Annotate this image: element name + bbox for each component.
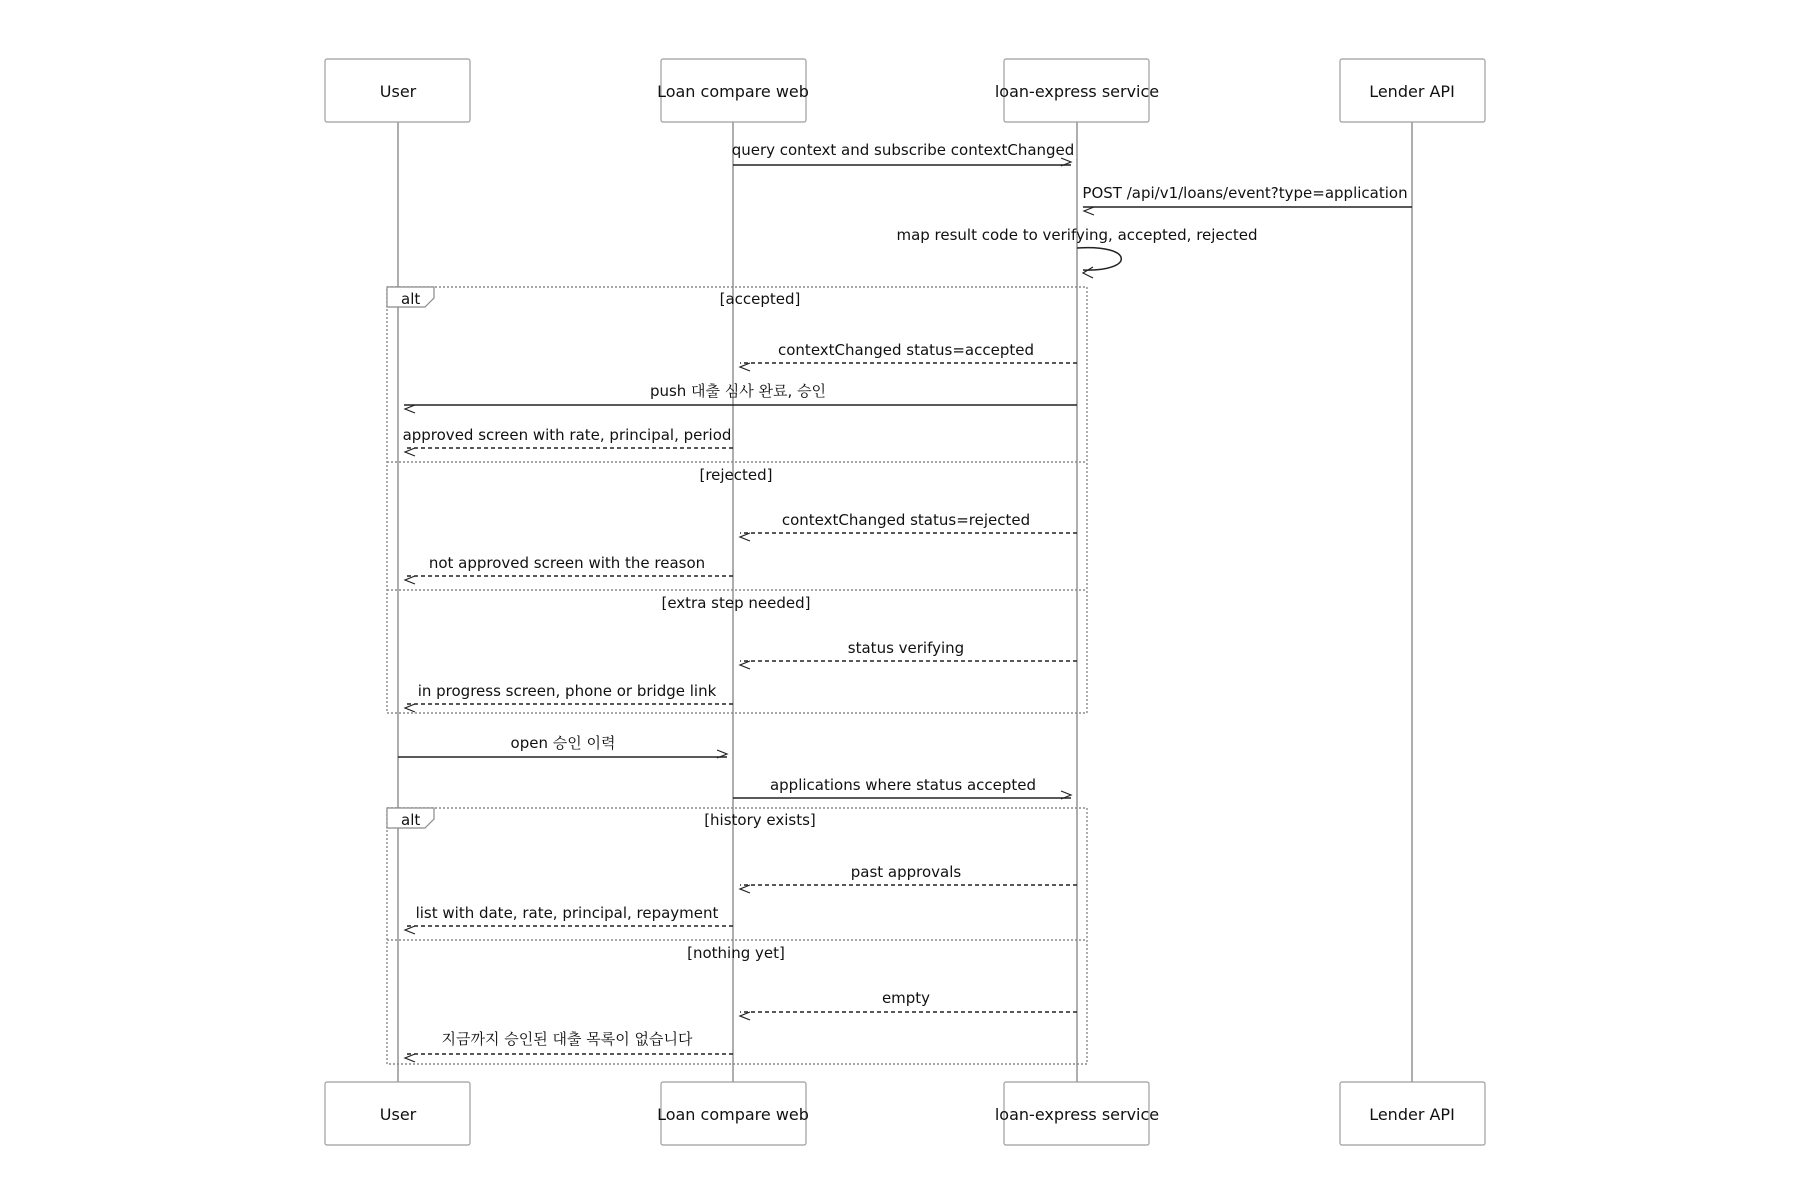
message-post-event: [1082, 184, 1412, 215]
message-label: map result code to verifying, accepted, rejected: [896, 226, 1258, 244]
message-label: not approved screen with the reason: [428, 554, 706, 572]
participant-loan-compare-web-top: [657, 59, 809, 122]
arrowhead: [405, 926, 415, 934]
message-label: in progress screen, phone or bridge link: [417, 682, 717, 700]
message-label: 지금까지 승인된 대출 목록이 없습니다: [441, 1030, 693, 1048]
alt-frame-1-condition-accepted: [accepted]: [719, 290, 801, 308]
participant-lender-api-bottom: [1340, 1082, 1485, 1145]
message-in-progress-screen: [404, 682, 733, 712]
message-label: push 대출 심사 완료, 승인: [649, 382, 827, 400]
participant-lender-api-top: [1340, 59, 1485, 122]
message-not-approved-screen: [404, 554, 733, 584]
message-label: past approvals: [850, 863, 962, 881]
arrowhead: [740, 1012, 750, 1020]
participant-loan-express-service-bottom: [995, 1082, 1159, 1145]
arrowhead: [405, 704, 415, 712]
message-label: POST /api/v1/loans/event?type=application: [1082, 184, 1408, 202]
message-label: contextChanged status=rejected: [781, 511, 1031, 529]
alt-frame-2-condition-history-exists: [history exists]: [704, 811, 816, 829]
message-query-context: [732, 141, 1075, 166]
message-label: contextChanged status=accepted: [778, 341, 1034, 359]
message-approved-screen: [403, 426, 733, 456]
alt-frame-1-condition-rejected: [rejected]: [699, 466, 773, 484]
participant-loan-compare-web-bottom: [657, 1082, 809, 1145]
message-applications-accepted: [733, 776, 1071, 799]
message-label: approved screen with rate, principal, period: [402, 426, 732, 444]
alt-frame-2-condition-nothing-yet: [nothing yet]: [687, 944, 785, 962]
message-past-approvals: [740, 863, 1077, 893]
arrowhead: [405, 405, 415, 413]
alt-frame-1-label: alt: [401, 290, 421, 308]
message-status-verifying: [740, 639, 1077, 669]
participant-label: User: [379, 82, 417, 101]
participant-loan-express-service-top: [995, 59, 1159, 122]
message-open-approval-history: [398, 734, 727, 758]
alt-frame-2: [387, 808, 1087, 1064]
participant-label: Loan compare web: [657, 82, 809, 101]
participant-label: User: [379, 1105, 417, 1124]
message-context-accepted: [740, 341, 1077, 371]
message-push-approved: [404, 382, 1077, 413]
arrowhead: [740, 885, 750, 893]
message-empty: [740, 989, 1077, 1020]
message-label: open 승인 이력: [510, 734, 616, 752]
arrowhead: [740, 661, 750, 669]
participant-label: Lender API: [1369, 82, 1455, 101]
participant-label: Lender API: [1369, 1105, 1455, 1124]
participant-user-bottom: [325, 1082, 470, 1145]
arrowhead: [1084, 207, 1094, 215]
alt-frame-1-condition-extra-step: [extra step needed]: [661, 594, 811, 612]
arrowhead: [405, 576, 415, 584]
alt-frame-2-label: alt: [401, 811, 421, 829]
participant-label: loan-express service: [994, 1105, 1160, 1124]
arrowhead: [405, 1054, 415, 1062]
message-no-approved-loans: [404, 1030, 733, 1062]
message-context-rejected: [740, 511, 1077, 541]
participant-label: Loan compare web: [657, 1105, 809, 1124]
message-label: query context and subscribe contextChanged: [731, 141, 1075, 159]
message-label: status verifying: [847, 639, 965, 657]
participant-user-top: [325, 59, 470, 122]
message-label: applications where status accepted: [769, 776, 1037, 794]
arrowhead: [1083, 267, 1093, 278]
message-history-list: [404, 904, 733, 934]
arrowhead: [405, 448, 415, 456]
arrowhead: [740, 363, 750, 371]
message-label: list with date, rate, principal, repayment: [415, 904, 719, 922]
participant-label: loan-express service: [994, 82, 1160, 101]
message-label: empty: [881, 989, 931, 1007]
arrowhead: [740, 533, 750, 541]
